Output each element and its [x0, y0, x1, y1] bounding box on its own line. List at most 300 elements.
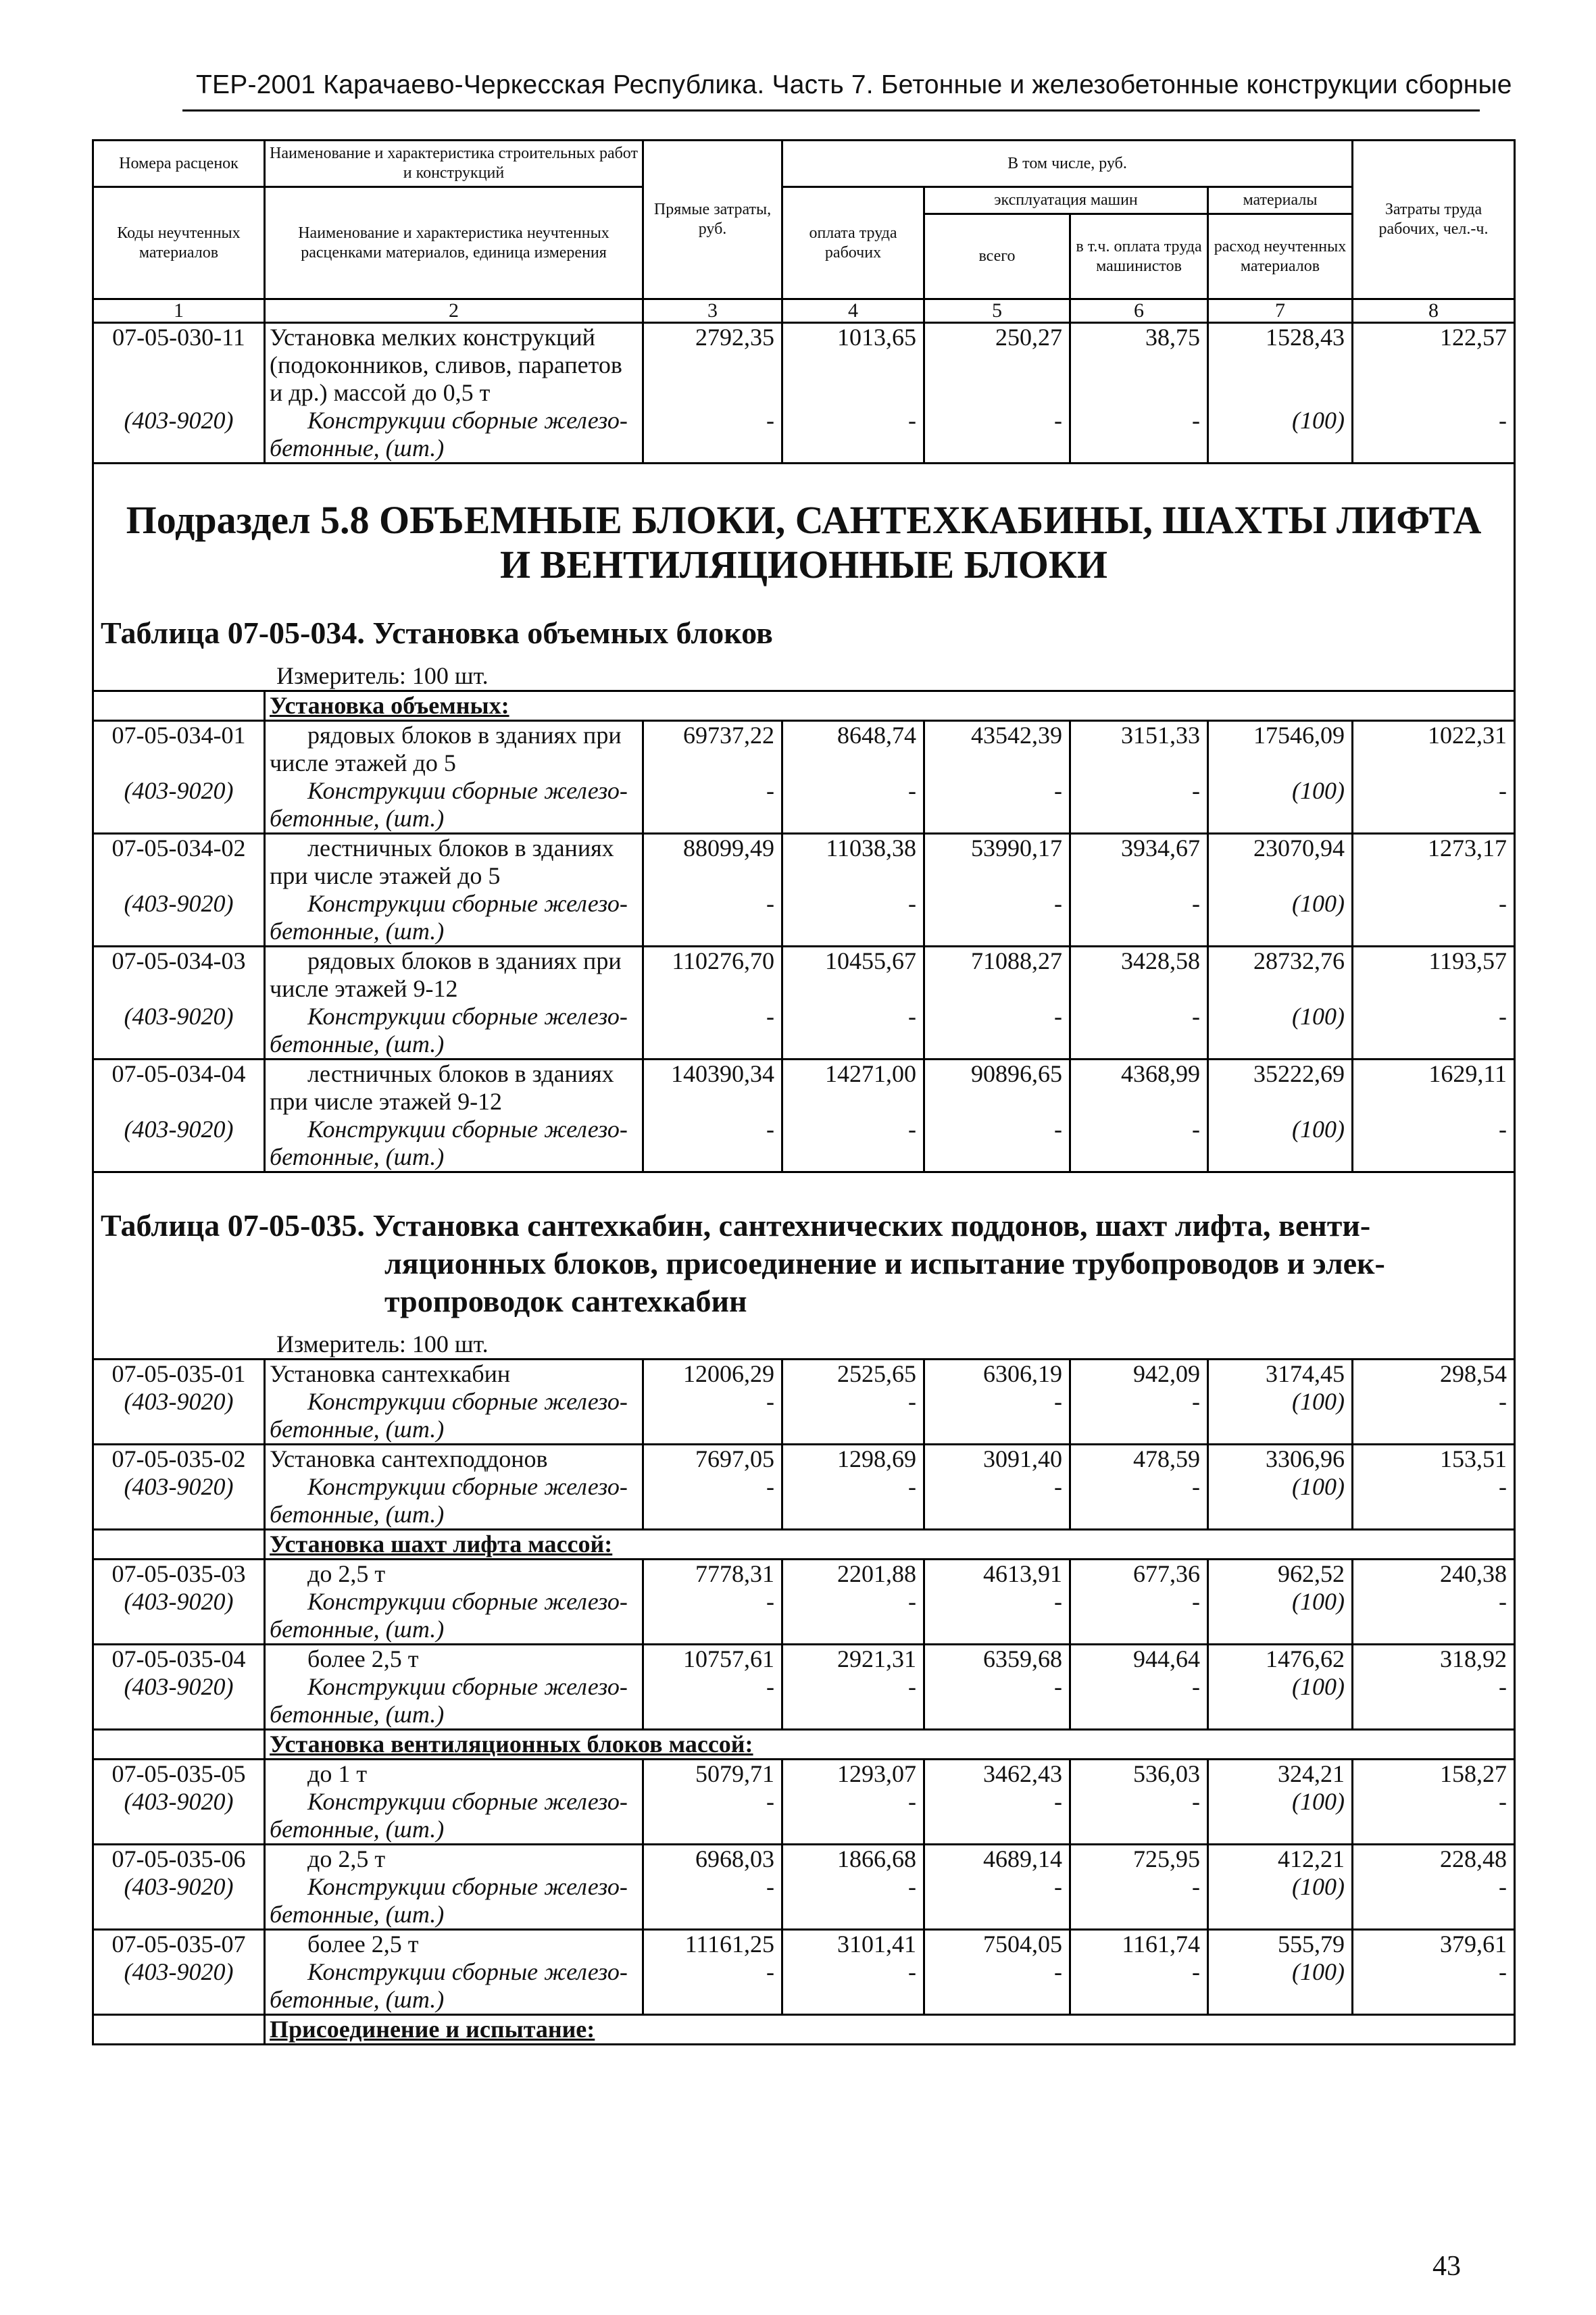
- empty-cell: [1070, 918, 1208, 947]
- table-cell: -: [1353, 1473, 1515, 1501]
- table-cell: -: [1070, 407, 1208, 434]
- table-cell: бетонные, (шт.): [265, 1986, 643, 2015]
- material-row: [93, 1816, 1515, 1845]
- table-cell: -: [643, 1588, 782, 1616]
- col-number: 1: [93, 299, 265, 323]
- empty-cell: [924, 918, 1070, 947]
- table-cell: 1013,65: [782, 323, 924, 352]
- empty-cell: [782, 749, 924, 777]
- empty-cell: [1070, 1501, 1208, 1530]
- table-cell: (100): [1208, 1673, 1353, 1701]
- table-cell: Конструкции сборные железо-: [265, 1588, 643, 1616]
- table-cell: 2921,31: [782, 1645, 924, 1674]
- empty-cell: [93, 1143, 265, 1172]
- section-block-cell: [93, 464, 1515, 691]
- empty-cell: [1353, 1030, 1515, 1060]
- table-cell: (403-9020): [93, 1673, 265, 1701]
- table-cell: более 2,5 т: [265, 1645, 643, 1674]
- empty-cell: [1070, 1030, 1208, 1060]
- table-cell: 2792,35: [643, 323, 782, 352]
- table-cell: 10757,61: [643, 1645, 782, 1674]
- empty-cell: [924, 1901, 1070, 1930]
- table-cell: 88099,49: [643, 834, 782, 863]
- table-cell: -: [782, 407, 924, 434]
- rate-row: [93, 1360, 1515, 1389]
- table-cell: 14271,00: [782, 1060, 924, 1089]
- rate-row: [93, 1088, 1515, 1116]
- table-cell: -: [1070, 890, 1208, 918]
- table-cell: 07-05-030-11: [93, 323, 265, 352]
- table-cell: 962,52: [1208, 1560, 1353, 1589]
- table-cell: до 2,5 т: [265, 1560, 643, 1589]
- table-cell: 942,09: [1070, 1360, 1208, 1389]
- table-cell: -: [924, 890, 1070, 918]
- table-cell: 28732,76: [1208, 947, 1353, 976]
- material-row: [93, 1616, 1515, 1645]
- empty-cell: [924, 1986, 1070, 2015]
- table-cell: 7697,05: [643, 1445, 782, 1474]
- empty-cell: [93, 862, 265, 890]
- table-cell: Конструкции сборные железо-: [265, 777, 643, 805]
- table-cell: 1629,11: [1353, 1060, 1515, 1089]
- table-034-title: Таблица 07-05-034. Установка объемных блоков: [101, 616, 773, 650]
- table-cell: лестничных блоков в зданиях: [265, 834, 643, 863]
- material-row: [93, 1416, 1515, 1445]
- group-heading-row: [93, 2015, 1515, 2045]
- empty-cell: [1208, 1501, 1353, 1530]
- table-cell: -: [1070, 1673, 1208, 1701]
- table-cell: Конструкции сборные железо-: [265, 1873, 643, 1901]
- table-035-title-line3: тропроводок сантехкабин: [384, 1284, 747, 1318]
- table-cell: -: [1070, 1873, 1208, 1901]
- table-cell: 7778,31: [643, 1560, 782, 1589]
- empty-cell: [1353, 1616, 1515, 1645]
- table-cell: 07-05-035-05: [93, 1760, 265, 1789]
- table-cell: -: [782, 1388, 924, 1416]
- empty-cell: [1208, 918, 1353, 947]
- table-cell: Конструкции сборные железо-: [265, 1788, 643, 1816]
- table-cell: -: [1353, 1388, 1515, 1416]
- empty-cell: [924, 862, 1070, 890]
- empty-cell: [1070, 805, 1208, 834]
- empty-cell: [1070, 1986, 1208, 2015]
- empty-cell: [93, 691, 265, 721]
- table-cell: -: [782, 1958, 924, 1986]
- table-cell: -: [1070, 1473, 1208, 1501]
- material-row: [93, 407, 1515, 434]
- empty-cell: [93, 2015, 265, 2045]
- empty-cell: [924, 975, 1070, 1003]
- empty-cell: [643, 918, 782, 947]
- empty-cell: [782, 379, 924, 407]
- hdr-col8: Затраты труда рабочих, чел.-ч.: [1353, 141, 1515, 299]
- empty-cell: [643, 1416, 782, 1445]
- material-row: [93, 777, 1515, 805]
- empty-cell: [1208, 975, 1353, 1003]
- empty-cell: [1353, 805, 1515, 834]
- material-row: [93, 434, 1515, 464]
- empty-cell: [93, 1986, 265, 2015]
- table-cell: -: [643, 890, 782, 918]
- empty-cell: [643, 1143, 782, 1172]
- col-number: 5: [924, 299, 1070, 323]
- table-cell: (403-9020): [93, 1473, 265, 1501]
- table-cell: -: [924, 1003, 1070, 1030]
- material-row: [93, 918, 1515, 947]
- table-cell: при числе этажей до 5: [265, 862, 643, 890]
- page-number: 43: [1432, 2251, 1461, 2282]
- empty-cell: [782, 1616, 924, 1645]
- table-cell: рядовых блоков в зданиях при: [265, 947, 643, 976]
- table-cell: 555,79: [1208, 1930, 1353, 1959]
- empty-cell: [782, 1501, 924, 1530]
- empty-cell: [1353, 1501, 1515, 1530]
- table-cell: 250,27: [924, 323, 1070, 352]
- empty-cell: [1070, 975, 1208, 1003]
- rate-row: [93, 1645, 1515, 1674]
- table-cell: (100): [1208, 1473, 1353, 1501]
- table-cell: (100): [1208, 1003, 1353, 1030]
- table-cell: -: [1353, 1958, 1515, 1986]
- hdr-col3: Прямые затраты, руб.: [643, 141, 782, 299]
- table-cell: 2525,65: [782, 1360, 924, 1389]
- rate-row: [93, 862, 1515, 890]
- material-row: [93, 1958, 1515, 1986]
- table-body: [93, 323, 1515, 2045]
- empty-cell: [924, 1501, 1070, 1530]
- empty-cell: [93, 1088, 265, 1116]
- table-cell: (100): [1208, 777, 1353, 805]
- table-cell: (403-9020): [93, 890, 265, 918]
- table-cell: -: [782, 777, 924, 805]
- material-row: [93, 1788, 1515, 1816]
- table-cell: 07-05-034-04: [93, 1060, 265, 1089]
- table-cell: -: [1070, 1958, 1208, 1986]
- col-number: 6: [1070, 299, 1208, 323]
- table-cell: -: [924, 1873, 1070, 1901]
- table-cell: 11161,25: [643, 1930, 782, 1959]
- table-cell: -: [1353, 777, 1515, 805]
- table-cell: 07-05-034-02: [93, 834, 265, 863]
- hdr-col1-bottom: Коды неучтенных материалов: [93, 187, 265, 299]
- empty-cell: [782, 1416, 924, 1445]
- rate-row: [93, 323, 1515, 352]
- table-cell: 4613,91: [924, 1560, 1070, 1589]
- empty-cell: [1353, 1416, 1515, 1445]
- col-number: 2: [265, 299, 643, 323]
- table-cell: -: [1353, 890, 1515, 918]
- table-cell: -: [1353, 1873, 1515, 1901]
- table-cell: (403-9020): [93, 1003, 265, 1030]
- table-cell: -: [782, 1873, 924, 1901]
- table-cell: 536,03: [1070, 1760, 1208, 1789]
- table-cell: -: [643, 1003, 782, 1030]
- material-row: [93, 1701, 1515, 1730]
- hdr-including: В том числе, руб.: [782, 141, 1353, 187]
- table-cell: (403-9020): [93, 1116, 265, 1143]
- empty-cell: [1353, 1701, 1515, 1730]
- table-cell: -: [643, 1673, 782, 1701]
- empty-cell: [782, 1701, 924, 1730]
- table-cell: -: [924, 1473, 1070, 1501]
- table-cell: 725,95: [1070, 1845, 1208, 1874]
- empty-cell: [924, 351, 1070, 379]
- table-cell: 07-05-035-04: [93, 1645, 265, 1674]
- empty-cell: [1208, 749, 1353, 777]
- empty-cell: [924, 1143, 1070, 1172]
- empty-cell: [782, 805, 924, 834]
- table-035-block-cell: [93, 1172, 1515, 1360]
- table-cell: 07-05-035-07: [93, 1930, 265, 1959]
- header-rule: [182, 109, 1480, 111]
- rate-row: [93, 379, 1515, 407]
- table-cell: -: [643, 1116, 782, 1143]
- rate-row: [93, 834, 1515, 863]
- empty-cell: [1208, 805, 1353, 834]
- table-cell: -: [782, 1116, 924, 1143]
- empty-cell: [1353, 379, 1515, 407]
- table-cell: -: [782, 1473, 924, 1501]
- table-cell: 3306,96: [1208, 1445, 1353, 1474]
- table-035-block: [93, 1172, 1515, 1360]
- table-cell: 3101,41: [782, 1930, 924, 1959]
- material-row: [93, 1388, 1515, 1416]
- hdr-col5: всего: [924, 214, 1070, 299]
- rates-table: [92, 139, 1516, 2045]
- empty-cell: [1070, 379, 1208, 407]
- section-block: [93, 464, 1515, 691]
- empty-cell: [782, 918, 924, 947]
- table-cell: -: [924, 1673, 1070, 1701]
- empty-cell: [643, 805, 782, 834]
- col-number: 8: [1353, 299, 1515, 323]
- empty-cell: [1070, 1816, 1208, 1845]
- table-035-title: [101, 1207, 1507, 1320]
- table-cell: -: [924, 1958, 1070, 1986]
- table-cell: 3174,45: [1208, 1360, 1353, 1389]
- table-cell: (100): [1208, 1788, 1353, 1816]
- hdr-col2-bottom: Наименование и характеристика неучтенных расценками материалов, единица измерения: [265, 187, 643, 299]
- material-row: [93, 1116, 1515, 1143]
- table-cell: 07-05-034-03: [93, 947, 265, 976]
- table-cell: Установка сантехподдонов: [265, 1445, 643, 1474]
- empty-cell: [93, 1816, 265, 1845]
- table-cell: 07-05-035-01: [93, 1360, 265, 1389]
- table-cell: лестничных блоков в зданиях: [265, 1060, 643, 1089]
- table-cell: 1866,68: [782, 1845, 924, 1874]
- rate-row: [93, 1560, 1515, 1589]
- rate-row: [93, 1445, 1515, 1474]
- rate-row: [93, 975, 1515, 1003]
- table-cell: -: [1070, 1003, 1208, 1030]
- empty-cell: [93, 975, 265, 1003]
- group-heading: Присоединение и испытание:: [265, 2015, 1515, 2045]
- empty-cell: [643, 749, 782, 777]
- empty-cell: [1208, 1901, 1353, 1930]
- table-cell: -: [643, 1788, 782, 1816]
- empty-cell: [1070, 1616, 1208, 1645]
- empty-cell: [1208, 1088, 1353, 1116]
- rate-row: [93, 749, 1515, 777]
- empty-cell: [1353, 351, 1515, 379]
- table-cell: Конструкции сборные железо-: [265, 1388, 643, 1416]
- empty-cell: [643, 1986, 782, 2015]
- table-cell: -: [643, 1473, 782, 1501]
- hdr-col7: расход неучтенных материалов: [1208, 214, 1353, 299]
- material-row: [93, 1501, 1515, 1530]
- material-row: [93, 890, 1515, 918]
- hdr-col1-top: Номера расценок: [93, 141, 265, 187]
- table-cell: 478,59: [1070, 1445, 1208, 1474]
- empty-cell: [782, 1986, 924, 2015]
- table-cell: 17546,09: [1208, 721, 1353, 750]
- table-cell: 6968,03: [643, 1845, 782, 1874]
- group-heading: Установка вентиляционных блоков массой:: [265, 1730, 1515, 1760]
- table-cell: -: [924, 1788, 1070, 1816]
- empty-cell: [93, 918, 265, 947]
- section-title-line2: И ВЕНТИЛЯЦИОННЫЕ БЛОКИ: [499, 543, 1108, 587]
- table-cell: -: [1353, 1788, 1515, 1816]
- table-cell: числе этажей до 5: [265, 749, 643, 777]
- table-cell: 23070,94: [1208, 834, 1353, 863]
- table-cell: -: [782, 890, 924, 918]
- material-row: [93, 1673, 1515, 1701]
- table-cell: и др.) массой до 0,5 т: [265, 379, 643, 407]
- empty-cell: [924, 1416, 1070, 1445]
- table-cell: -: [1070, 1116, 1208, 1143]
- empty-cell: [93, 749, 265, 777]
- table-cell: (100): [1208, 1873, 1353, 1901]
- table-cell: 1298,69: [782, 1445, 924, 1474]
- table-cell: Установка мелких конструкций: [265, 323, 643, 352]
- material-row: [93, 1986, 1515, 2015]
- col-number: 7: [1208, 299, 1353, 323]
- table-cell: бетонные, (шт.): [265, 918, 643, 947]
- empty-cell: [643, 1816, 782, 1845]
- table-cell: 240,38: [1353, 1560, 1515, 1589]
- table-cell: -: [1353, 1003, 1515, 1030]
- empty-cell: [924, 805, 1070, 834]
- empty-cell: [782, 434, 924, 464]
- table-cell: -: [1070, 1588, 1208, 1616]
- table-cell: Конструкции сборные железо-: [265, 1116, 643, 1143]
- empty-cell: [782, 1030, 924, 1060]
- table-cell: 1161,74: [1070, 1930, 1208, 1959]
- rate-row: [93, 1060, 1515, 1089]
- table-cell: Конструкции сборные железо-: [265, 890, 643, 918]
- empty-cell: [93, 1701, 265, 1730]
- table-cell: 07-05-034-01: [93, 721, 265, 750]
- material-row: [93, 1143, 1515, 1172]
- table-cell: (403-9020): [93, 1388, 265, 1416]
- empty-cell: [924, 434, 1070, 464]
- group-heading-row: [93, 691, 1515, 721]
- empty-cell: [782, 1143, 924, 1172]
- table-cell: при числе этажей 9-12: [265, 1088, 643, 1116]
- table-cell: (100): [1208, 1116, 1353, 1143]
- table-cell: -: [1353, 407, 1515, 434]
- empty-cell: [782, 975, 924, 1003]
- empty-cell: [93, 434, 265, 464]
- empty-cell: [782, 1901, 924, 1930]
- table-cell: (403-9020): [93, 1788, 265, 1816]
- table-cell: до 2,5 т: [265, 1845, 643, 1874]
- table-cell: 6359,68: [924, 1645, 1070, 1674]
- material-row: [93, 1588, 1515, 1616]
- rate-row: [93, 721, 1515, 750]
- empty-cell: [782, 1816, 924, 1845]
- empty-cell: [1353, 1143, 1515, 1172]
- running-header: ТЕР-2001 Карачаево-Черкесская Республика. Часть 7. Бетонные и железобетонные конструкции сборные: [196, 70, 1512, 99]
- empty-cell: [1208, 379, 1353, 407]
- material-row: [93, 1003, 1515, 1030]
- table-cell: 677,36: [1070, 1560, 1208, 1589]
- table-cell: -: [782, 1673, 924, 1701]
- empty-cell: [1353, 862, 1515, 890]
- empty-cell: [1353, 1901, 1515, 1930]
- empty-cell: [1070, 1088, 1208, 1116]
- table-cell: 71088,27: [924, 947, 1070, 976]
- empty-cell: [1208, 1143, 1353, 1172]
- table-cell: (100): [1208, 1958, 1353, 1986]
- group-heading: Установка объемных:: [265, 691, 1515, 721]
- empty-cell: [643, 1901, 782, 1930]
- empty-cell: [93, 1901, 265, 1930]
- table-header: [93, 141, 1515, 323]
- empty-cell: [643, 1088, 782, 1116]
- table-cell: -: [1070, 777, 1208, 805]
- table-cell: -: [643, 777, 782, 805]
- empty-cell: [93, 805, 265, 834]
- empty-cell: [782, 862, 924, 890]
- table-cell: 12006,29: [643, 1360, 782, 1389]
- table-cell: (403-9020): [93, 777, 265, 805]
- table-cell: 228,48: [1353, 1845, 1515, 1874]
- table-cell: бетонные, (шт.): [265, 1816, 643, 1845]
- empty-cell: [1070, 1416, 1208, 1445]
- empty-cell: [643, 1030, 782, 1060]
- table-cell: -: [1353, 1116, 1515, 1143]
- table-cell: 158,27: [1353, 1760, 1515, 1789]
- empty-cell: [1070, 862, 1208, 890]
- table-cell: числе этажей 9-12: [265, 975, 643, 1003]
- empty-cell: [643, 1501, 782, 1530]
- table-cell: бетонные, (шт.): [265, 805, 643, 834]
- table-cell: Конструкции сборные железо-: [265, 1003, 643, 1030]
- material-row: [93, 1473, 1515, 1501]
- table-cell: 1476,62: [1208, 1645, 1353, 1674]
- empty-cell: [1208, 1616, 1353, 1645]
- table-cell: 69737,22: [643, 721, 782, 750]
- empty-cell: [1208, 1986, 1353, 2015]
- empty-cell: [93, 1030, 265, 1060]
- table-cell: 122,57: [1353, 323, 1515, 352]
- table-cell: -: [924, 1388, 1070, 1416]
- col-number: 3: [643, 299, 782, 323]
- table-cell: бетонные, (шт.): [265, 1501, 643, 1530]
- col-number: 4: [782, 299, 924, 323]
- rate-row: [93, 947, 1515, 976]
- table-cell: -: [1070, 1388, 1208, 1416]
- table-cell: -: [643, 1873, 782, 1901]
- empty-cell: [924, 749, 1070, 777]
- empty-cell: [93, 1616, 265, 1645]
- empty-cell: [643, 862, 782, 890]
- table-cell: (100): [1208, 407, 1353, 434]
- table-cell: 3428,58: [1070, 947, 1208, 976]
- empty-cell: [1208, 1030, 1353, 1060]
- empty-cell: [924, 1816, 1070, 1845]
